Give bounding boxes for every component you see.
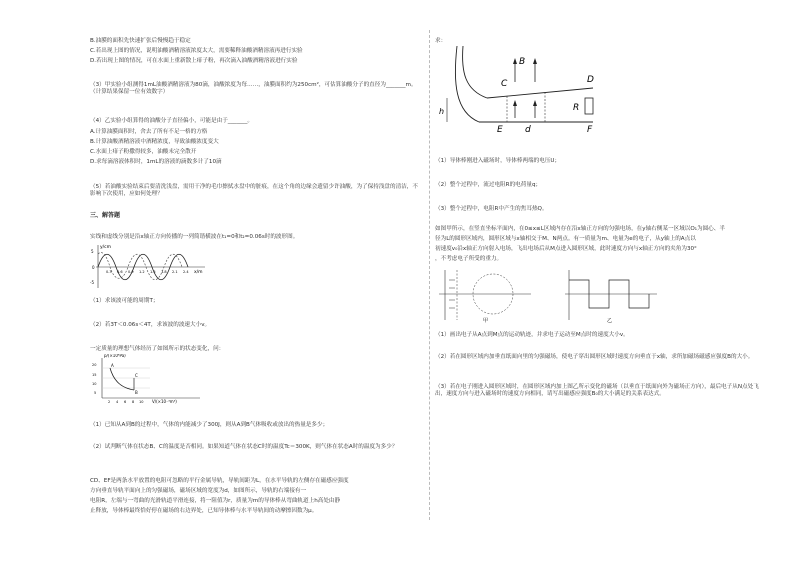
gas-tick-x: 8 [132,400,135,404]
rail-top [487,88,593,98]
label-f: F [587,125,593,134]
field-sub2: （2）若在圆形区域内加垂直纸面向里的匀强磁场，使电子穿出圆形区域时速度方向垂直于x轴，求所加磁场磁感应强度B的大小。 [435,354,754,360]
field-figure-jia [435,266,535,324]
gas-tick-x: 6 [124,400,127,404]
q5-text: （3）甲实验小组测得1mL油酸酒精溶液为80滴，油酸浓度为每……，油膜面积约为250cm²，可估算油酸分子的直径为_______m。（计算结果保留一位有效数字） [90,82,417,95]
field-question-line: ，不考虑电子所受的重力。 [435,256,503,262]
curved-track [455,46,479,122]
gas-tick-y: 20 [92,363,97,367]
gas-figure [90,354,205,404]
right-header: 求： [435,38,447,44]
gas-ylabel: p/(×10⁵Pa) [104,354,126,358]
wave-tick-x: 0.3 [106,270,112,274]
field-sub1: （1）画出电子从A点到M点的运动轨迹，并求电子运动至M点时的速度大小v。 [435,332,629,338]
wave-tick-x: 2.1 [172,270,178,274]
q6-option-b: B.计算油酸酒精溶液中酒精浓度，导致油酸浓度变大 [90,139,219,145]
rail-sub3: （3）整个过程中，电阻R中产生的焦耳热Q。 [435,206,548,212]
wave-tick-x: 0.9 [128,270,134,274]
gas-tick-x: 4 [116,400,119,404]
q4-option-c: C.若出现上图的情况，说明油酸酒精溶液浓度太大，需要稀释油酸酒精溶液再进行实验 [90,48,303,54]
wave-ylabel: y/cm [100,245,112,250]
gas-tick-y: 5 [94,391,97,395]
rail-question-line: 电阻R，左端与一弯曲的光滑轨道平滑连接，将一阻值为r，质量为m的导体棒从弯曲轨道上h高处由静 [90,498,341,504]
wave-figure [90,242,210,292]
gas-curve-ab [110,368,134,390]
gas-tick-x: 10 [139,400,144,404]
wave-tick-x: 2.4 [183,270,189,274]
wave-sub1: （1）求该波可能的周期T； [90,298,159,304]
label-c: C [501,79,508,89]
q6-option-c: C.水面上痱子粉撒得较多，油酸未完全散开 [90,149,197,155]
wave-tick-x: 1.2 [139,270,145,274]
section-title: 三、解答题 [90,212,121,219]
q7-text: （5）若油酸实验结束后要清洗浅盘，需用干净的毛巾擦拭水盘中的脏痕，在这个角的边缘会遗留少许油酸，为了保持浅盘的清洁，不影响下次使用，应如何处理？ [90,184,418,197]
field-figure-yi [561,266,661,324]
field-question-line: 初速度v₀沿x轴正方向射入电场，飞出电场后从M点进入圆形区域，此时速度方向与x轴正方向的夹角为30° [435,246,697,252]
rail-sub1: （1）导体棒刚进入磁场时，导体棒两端的电压U； [435,158,561,164]
figure-label-yi: 乙 [607,318,613,324]
gas-question-intro: 一定质量的理想气体经历了如图所示的状态变化，问： [90,346,225,352]
q6-option-a: A.计算油膜面积时，舍去了所有不足一格的方格 [90,129,208,135]
gas-xlabel: V/(×10⁻³m³) [152,399,177,404]
figure-label-jia: 甲 [483,318,489,324]
gas-sub1: （1）已知从A到B的过程中，气体的内能减少了300J，则从A到B气体吸收或放出的热量是多少； [90,422,329,428]
wave-question-intro: 实线和虚线分别是沿x轴正方向传播的一列简谐横波在t₁=0和t₂=0.06s时的波形图。 [90,234,299,240]
rail-sub2: （2）整个过程中，流过电阻R的电荷量q； [435,182,542,188]
label-b: B [519,57,526,67]
wave-tick-y: 0 [92,265,95,270]
gas-point-b: B [135,390,138,395]
q4-option-d: D.若出现上图的情况，可在水面上重新散上痱子粉，再次滴入油酸酒精溶液进行实验 [90,58,298,64]
rail-question-line: CD、EF是两条水平放置的电阻可忽略的平行金属导轨，导轨间距为L，在水平导轨的左侧存在磁感应强度 [90,478,349,484]
gas-tick-y: 15 [92,373,97,377]
field-sub3: （3）若在电子刚进入圆形区域时，在圆形区域内加上图乙所示变化的磁场（以垂直于纸面向外为磁场正方向），最后电子从N点处飞出，速度方向与进入磁场时的速度方向相同，请写出磁感应强度B₀的大小满足的关系表达式。 [435,384,759,397]
wave-tick-x: 0.6 [117,270,123,274]
label-r: R [573,103,580,113]
wave-tick-y: 5 [91,249,94,254]
curved-track-inner [463,46,487,98]
q6-option-d: D.求每滴溶液体积时，1mL的溶液的滴数多计了10滴 [90,159,222,165]
label-e: E [497,125,503,134]
field-question-line: 如图甲所示，在竖直坐标平面内，在0≤x≤L区域内存在沿x轴正方向的匀强电场，在y轴右侧某一区域以O₁为圆心、半 [435,226,725,232]
rail-question-line: 止释放，导体棒最终恰好停在磁场的右边界处，已知导体棒与水平导轨间的动摩擦因数为μ。 [90,508,318,514]
gas-point-c: C [135,373,138,378]
gas-tick-x: 2 [108,400,111,404]
wave-tick-x: 1.8 [161,270,167,274]
q4-option-b: B.油膜的面积先快速扩张后慢慢趋于稳定 [90,38,191,44]
gas-tick-y: 10 [92,382,97,386]
label-h: h [439,107,445,116]
label-d: D [587,75,594,85]
resistor-r [585,98,593,114]
wave-xlabel: x/m [194,270,203,275]
field-question-line: 径为L的圆形区域内，圆形区域与x轴相交于M、N两点。有一质量为m、电量为e的电子，从y轴上的A点以 [435,236,696,242]
label-d-width: d [525,125,531,134]
column-divider [429,30,431,520]
rail-question-line: 方向垂直导轨平面向上的匀强磁场，磁场区域的宽度为d，如图所示，导轨的右端接有一 [90,488,307,494]
wave-tick-x: 1.5 [150,270,156,274]
wave-sub2: （2）若3T＜0.06s＜4T，求该波的波速大小v。 [90,322,211,328]
rail-figure [435,42,605,134]
wave-tick-y: -5 [90,280,94,285]
q6-stem: （4）乙实验小组算得的油酸分子直径偏小，可能是由于_______。 [90,118,253,124]
gas-sub2: （2）试判断气体在状态B、C的温度是否相同。如果知道气体在状态C时的温度Tc＝300K，则气体在状态A时的温度为多少？ [90,444,398,450]
gas-point-a: A [111,363,114,368]
